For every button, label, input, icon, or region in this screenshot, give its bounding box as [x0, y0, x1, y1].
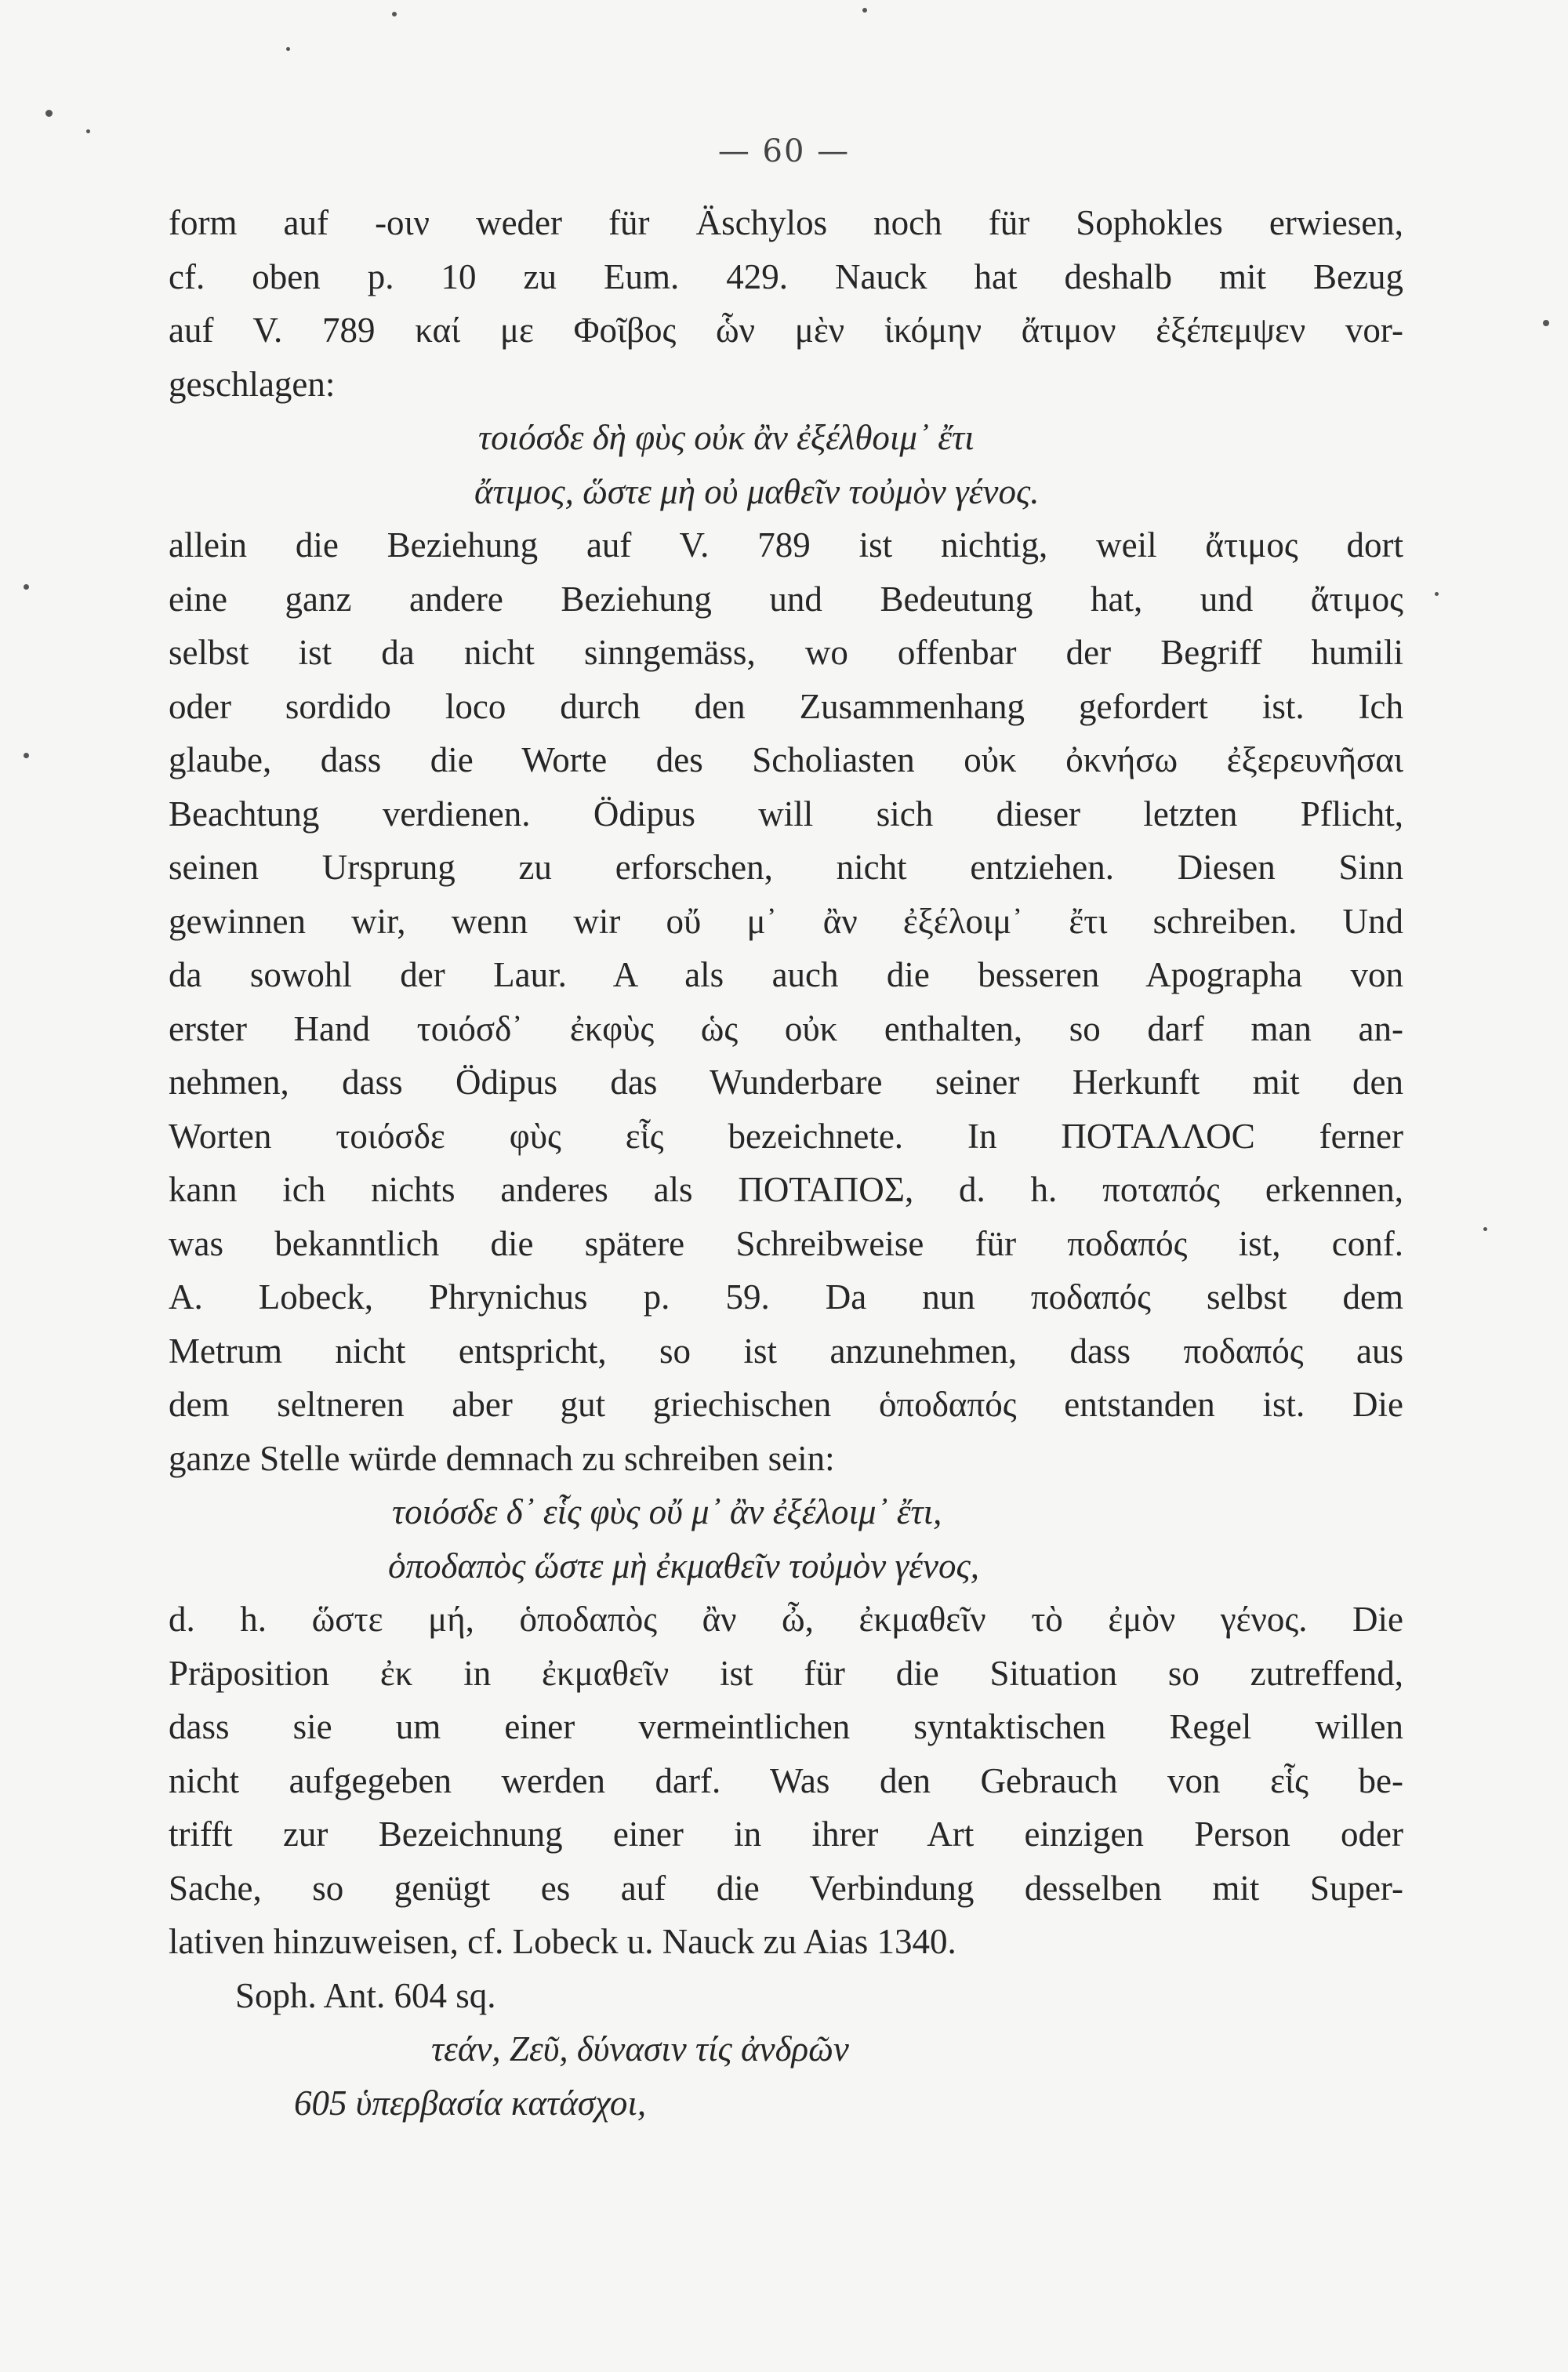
text-line: erster Hand τοιόσδ᾽ ἐκφὺς ὡς οὐκ enthalten, so darf man an-: [169, 1008, 1403, 1048]
scan-speck: [24, 753, 29, 758]
text-line: glaube, dass die Worte des Scholiasten οὐκ ὀκνήσω ἐξερευνῆσαι: [169, 740, 1403, 779]
text-line: nehmen, dass Ödipus das Wunderbare seiner Herkunft mit den: [169, 1062, 1403, 1102]
greek-verse: ἄτιμος, ὥστε μὴ οὐ μαθεῖν τοὐμὸν γένος.: [474, 471, 1040, 511]
text-line: geschlagen:: [169, 364, 336, 404]
scan-speck: [1435, 592, 1439, 596]
page-number: — 60 —: [717, 133, 851, 169]
paragraph-2: [169, 518, 1403, 1485]
text-line: Metrum nicht entspricht, so ist anzunehmen, dass ποδαπός aus: [169, 1331, 1403, 1371]
text-line: da sowohl der Laur. A als auch die besseren Apographa von: [169, 955, 1403, 994]
greek-verse: τοιόσδε δ᾽ εἷς φὺς οὔ μ᾽ ἂν ἐξέλοιμ᾽ ἔτι,: [392, 1492, 942, 1531]
scan-speck: [24, 584, 29, 590]
scan-speck: [1483, 1227, 1487, 1231]
text-line: cf. oben p. 10 zu Eum. 429. Nauck hat deshalb mit Bezug: [169, 256, 1403, 296]
greek-verse: 605 ὑπερβασία κατάσχοι,: [294, 2083, 647, 2123]
text-line: seinen Ursprung zu erforschen, nicht entziehen. Diesen Sinn: [169, 848, 1403, 887]
text-line: dem seltneren aber gut griechischen ὁποδαπός entstanden ist. Die: [169, 1385, 1403, 1424]
text-line: Beachtung verdienen. Ödipus will sich dieser letzten Pflicht,: [169, 794, 1403, 834]
page-body: [169, 196, 1403, 2130]
text-line: gewinnen wir, wenn wir οὔ μ᾽ ἂν ἐξέλοιμ᾽ ἔτι schreiben. Und: [169, 901, 1403, 941]
text-line: eine ganz andere Beziehung und Bedeutung hat, und ἄτιμος: [169, 579, 1403, 619]
citation-reference: Soph. Ant. 604 sq.: [235, 1975, 496, 2015]
greek-verse: τοιόσδε δὴ φὺς οὐκ ἂν ἐξέλθοιμ᾽ ἔτι: [478, 418, 975, 457]
text-line: d. h. ὥστε μή, ὁποδαπὸς ἂν ὦ, ἐκμαθεῖν τὸ ἐμὸν γένος. Die: [169, 1600, 1403, 1639]
text-line: Worten τοιόσδε φὺς εἷς bezeichnete. In ΠΟΤΑΛΛΟϹ ferner: [169, 1116, 1403, 1156]
text-line: kann ich nichts anderes als ΠΟΤΑΠΟΣ, d. h. ποταπός erkennen,: [169, 1170, 1403, 1209]
scan-speck: [45, 110, 53, 117]
text-line: form auf -οιν weder für Äschylos noch für Sophokles erwiesen,: [169, 203, 1403, 242]
text-line: trifft zur Bezeichnung einer in ihrer Art einzigen Person oder: [169, 1814, 1403, 1854]
scan-speck: [392, 12, 397, 16]
scan-speck: [862, 8, 867, 13]
text-line: dass sie um einer vermeintlichen syntaktischen Regel willen: [169, 1707, 1403, 1746]
text-line: selbst ist da nicht sinngemäss, wo offenbar der Begriff humili: [169, 633, 1403, 672]
scan-speck: [1543, 320, 1549, 326]
text-line: Sache, so genügt es auf die Verbindung desselben mit Super-: [169, 1868, 1403, 1908]
text-line: allein die Beziehung auf V. 789 ist nichtig, weil ἄτιμος dort: [169, 525, 1403, 565]
scan-speck: [86, 129, 90, 133]
text-line: Präposition ἐκ in ἐκμαθεῖν ist für die Situation so zutreffend,: [169, 1653, 1403, 1693]
text-line: was bekanntlich die spätere Schreibweise für ποδαπός ist, conf.: [169, 1223, 1403, 1263]
text-line: lativen hinzuweisen, cf. Lobeck u. Nauck zu Aias 1340.: [169, 1922, 956, 1961]
text-line: auf V. 789 καί με Φοῖβος ὧν μὲν ἱκόμην ἄτιμον ἐξέπεμψεν vor-: [169, 311, 1403, 350]
paragraph-1: [169, 196, 1403, 411]
text-line: nicht aufgegeben werden darf. Was den Gebrauch von εἷς be-: [169, 1760, 1403, 1800]
scan-speck: [286, 47, 290, 51]
greek-verse: ὁποδαπὸς ὥστε μὴ ἐκμαθεῖν τοὐμὸν γένος,: [388, 1546, 979, 1586]
paragraph-3: [169, 1593, 1403, 1969]
text-line: A. Lobeck, Phrynichus p. 59. Da nun ποδαπός selbst dem: [169, 1277, 1403, 1317]
text-line: ganze Stelle würde demnach zu schreiben sein:: [169, 1438, 835, 1478]
text-line: oder sordido loco durch den Zusammenhang gefordert ist. Ich: [169, 686, 1403, 726]
greek-verse: τεάν, Ζεῦ, δύνασιν τίς ἀνδρῶν: [431, 2029, 849, 2069]
